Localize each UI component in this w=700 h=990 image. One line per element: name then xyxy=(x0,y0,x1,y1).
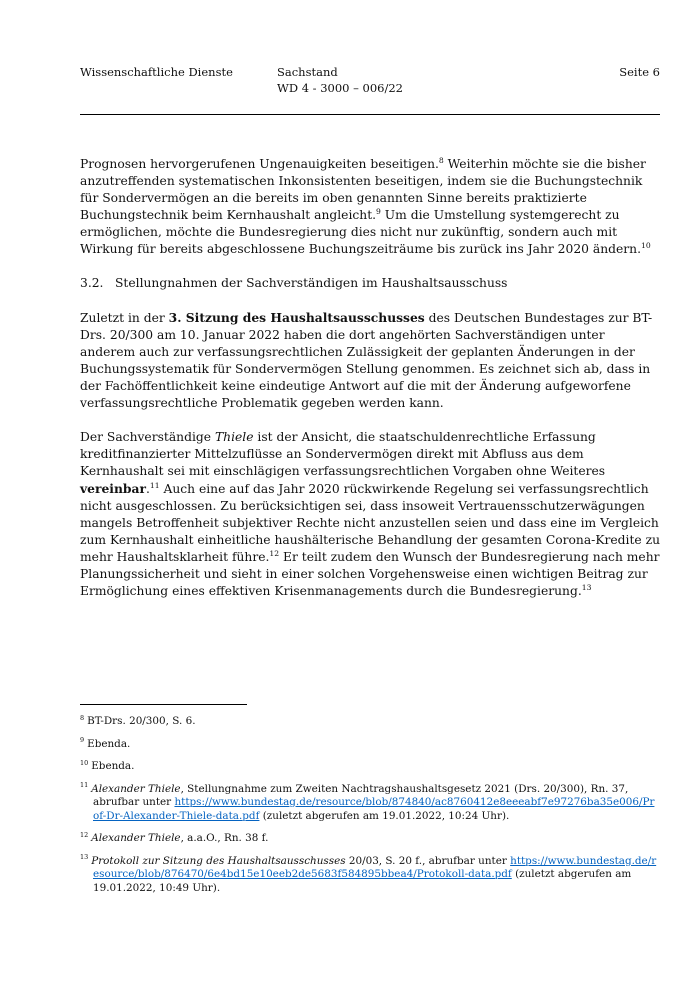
paragraph xyxy=(80,309,660,412)
text-run: Um die Umstellung systemgerecht zu ermöglichen, möchte die Bundesregierung dies nicht nur zukünftig, sondern auch mit Wirkung für bereits abgeschlossene Buchungszeiträume bis zurück ins Jahr 2020 ändern. xyxy=(80,208,641,256)
text-run: , a.a.O., Rn. 38 f. xyxy=(180,832,269,844)
header-doc-number: WD 4 - 3000 – 006/22 xyxy=(277,81,403,95)
text-run: (zuletzt abgerufen am 19.01.2022, 10:49 Uhr). xyxy=(93,868,632,894)
text-run: Zuletzt in der xyxy=(80,311,169,325)
header-doc-info xyxy=(277,64,619,96)
footnote-number: 10 xyxy=(80,758,89,767)
text-run: Er teilt zudem den Wunsch der Bundesregierung nach mehr Planungssicherheit und sieht in einer solchen Vorgehensweise einen wichtigen Beitrag zur Ermöglichung eines effektiven Krisenmanagements durch die Bundesregierung. xyxy=(80,550,660,598)
text-run: . xyxy=(145,482,150,496)
text-run: BT-Drs. 20/300, S. 6. xyxy=(87,715,196,727)
footnote-number: 11 xyxy=(80,781,89,790)
footnote xyxy=(80,832,660,846)
footnote-text xyxy=(87,715,195,727)
footnote-marker: 9 xyxy=(376,206,381,216)
text-run: (zuletzt abgerufen am 19.01.2022, 10:24 Uhr). xyxy=(259,809,510,822)
text-run: Alexander Thiele xyxy=(91,782,181,795)
footnote-text xyxy=(91,760,134,772)
page-header xyxy=(80,64,660,96)
footnote xyxy=(80,760,660,774)
hyperlink[interactable]: https://www.bundestag.de/resource/blob/876470/6e4bd15e10eeb2de5683f584895bbea4/Protokoll-data.pdf xyxy=(93,854,657,880)
text-run: Protokoll zur Sitzung des Haushaltsausschusses xyxy=(91,854,346,867)
footnote-separator xyxy=(80,704,247,705)
footnote-number: 8 xyxy=(80,713,85,722)
footnote-marker: 11 xyxy=(149,480,160,490)
document-body xyxy=(80,156,660,617)
text-run: Ebenda. xyxy=(87,737,131,750)
section-heading xyxy=(80,275,660,292)
footnote-marker: 10 xyxy=(640,240,651,250)
footnote xyxy=(80,855,660,896)
text-run: Prognosen hervorgerufenen Ungenauigkeiten beseitigen. xyxy=(80,157,439,171)
footnote-text xyxy=(87,738,130,750)
section-number: 3.2. xyxy=(80,276,104,290)
footnote-number: 12 xyxy=(80,830,89,839)
text-run: Der Sachverständige xyxy=(80,430,215,444)
footnote xyxy=(80,783,660,824)
text-run: Thiele xyxy=(214,430,254,444)
paragraph xyxy=(80,156,660,258)
footnote xyxy=(80,738,660,752)
footnote-number: 13 xyxy=(80,853,89,862)
header-doc-type: Sachstand xyxy=(277,65,338,79)
text-run: 20/03, S. 20 f., abrufbar unter xyxy=(345,854,511,867)
text-run: des Deutschen Bundestages zur BT-Drs. 20/300 am 10. Januar 2022 haben die dort angehörten Sachverständigen unter anderem auch zur verfassungsrechtlichen Zulässigkeit der geplanten Änderungen in der Buchungssystematik für Sondervermögen Stellung genommen. Es zeichnet sich ab, dass in der Fachöffentlichkeit keine eindeutige Antwort auf die mit der Änderung aufgeworfene verfassungsrechtliche Problematik gegeben werden kann. xyxy=(80,311,653,410)
text-run: Alexander Thiele xyxy=(91,832,181,844)
header-organization: Wissenschaftliche Dienste xyxy=(80,65,233,79)
footnote-marker: 12 xyxy=(269,548,280,558)
footnote-text xyxy=(91,855,656,894)
text-run: Ebenda. xyxy=(91,760,135,772)
paragraph xyxy=(80,429,660,600)
section-title: Stellungnahmen der Sachverständigen im Haushaltsausschuss xyxy=(115,276,508,290)
text-run: 3. Sitzung des Haushaltsausschusses xyxy=(168,310,425,325)
text-run: Weiterhin möchte sie die bisher anzutreffenden systematischen Inkonsistenten beseitigen, indem sie die Buchungstechnik für Sondervermögen an die bereits im oben genannten Sinne bereits praktizierte Buchungstechnik beim Kernhaushalt angleicht. xyxy=(80,157,646,222)
footnote-text xyxy=(91,832,268,844)
text-run: Auch eine auf das Jahr 2020 rückwirkende Regelung sei verfassungsrechtlich nicht ausgeschlossen. Zu berücksichtigen sei, dass insoweit Vertrauensschutzerwägungen mangels Betroffenheit subjektiver Rechte nicht anzustellen seien und dass eine im Vergleich zum Kernhaushalt einheitliche haushälterische Behandlung der gesamten Corona-Kredite zu mehr Haushaltsklarheit führe. xyxy=(80,482,660,564)
footnotes-section xyxy=(80,704,660,904)
hyperlink[interactable]: https://www.bundestag.de/resource/blob/874840/ac8760412e8eeeabf7e97276ba35e006/Prof-Dr-Alexander-Thiele-data.pdf xyxy=(93,796,655,822)
text-run: ist der Ansicht, die staatschuldenrechtliche Erfassung kreditfinanzierter Mittelzuflüsse an Sondervermögen direkt mit Abfluss aus dem Kernhaushalt sei mit einschlägigen verfassungsrechtlichen Vorgaben ohne Weiteres xyxy=(80,430,606,478)
footnote-text xyxy=(91,783,654,822)
header-page-number: Seite 6 xyxy=(619,65,660,79)
text-run: vereinbar xyxy=(80,481,146,496)
footnote-number: 9 xyxy=(80,736,85,745)
text-run: , Stellungnahme zum Zweiten Nachtragshaushaltsgesetz 2021 (Drs. 20/300), Rn. 37, abrufbar unter xyxy=(93,782,629,808)
header-rule xyxy=(80,114,660,115)
footnote xyxy=(80,715,660,729)
footnote-marker: 8 xyxy=(438,155,444,165)
footnote-marker: 13 xyxy=(581,582,592,592)
